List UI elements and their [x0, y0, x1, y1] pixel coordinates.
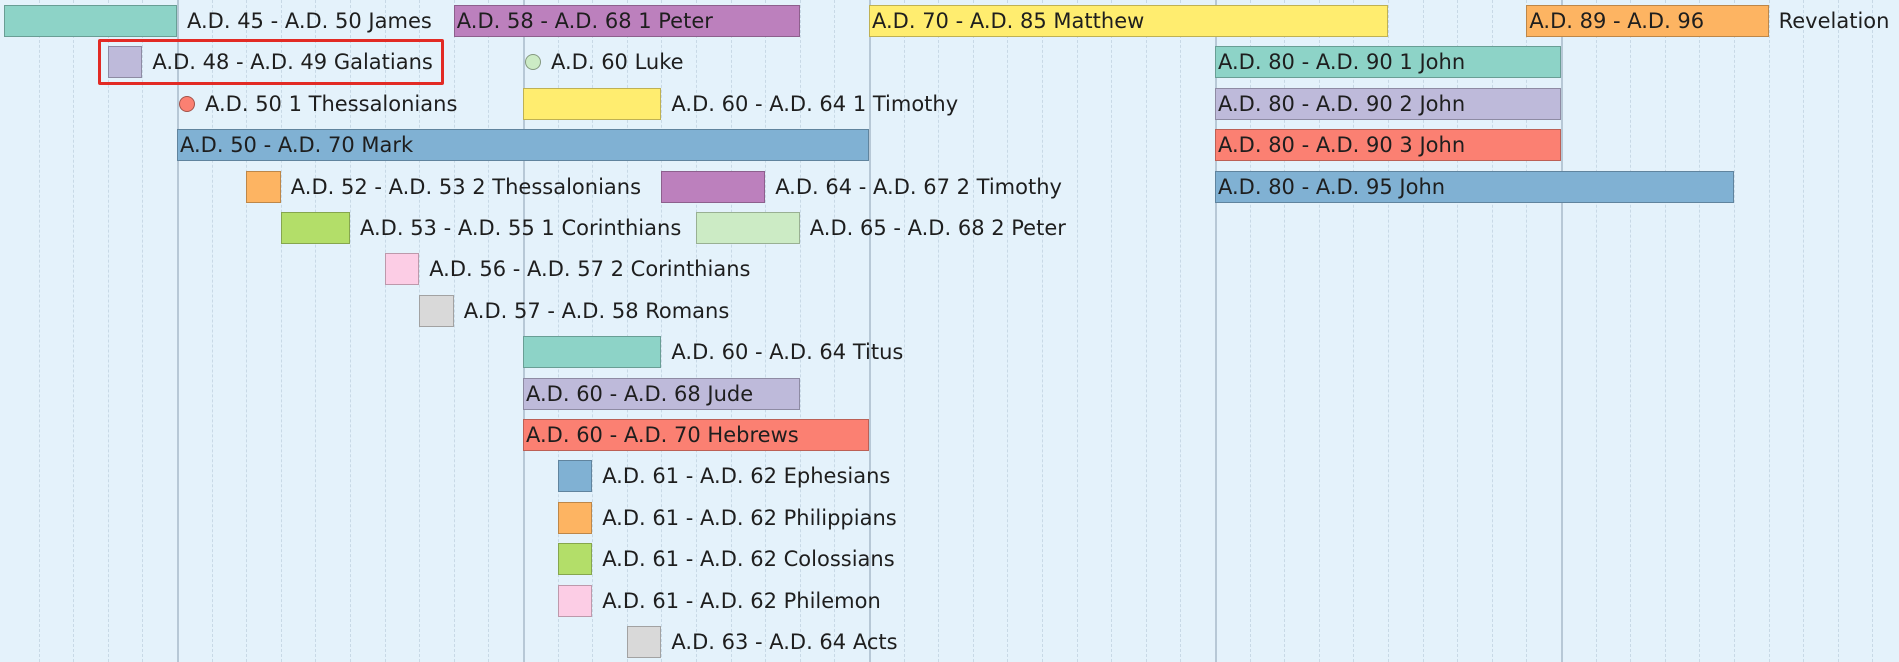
period-bar-colossians[interactable] — [558, 543, 593, 575]
period-bar-romans[interactable] — [419, 295, 454, 327]
period-label-1-timothy: A.D. 60 - A.D. 64 1 Timothy — [671, 91, 959, 116]
minor-gridline — [108, 0, 109, 662]
period-bar-2-timothy[interactable] — [661, 171, 765, 203]
period-label-titus: A.D. 60 - A.D. 64 Titus — [671, 340, 904, 365]
minor-gridline — [1665, 0, 1666, 662]
period-bar-2-corinthians[interactable] — [385, 253, 420, 285]
period-name-revelation: Revelation — [1778, 9, 1890, 33]
period-bar-2-thessalonians[interactable] — [246, 171, 281, 203]
minor-gridline — [1872, 0, 1873, 662]
period-label-john: A.D. 80 - A.D. 95 John — [1218, 174, 1446, 199]
period-label-2-thessalonians: A.D. 52 - A.D. 53 2 Thessalonians — [290, 174, 642, 199]
period-bar-1-timothy[interactable] — [523, 88, 661, 120]
minor-gridline — [1769, 0, 1770, 662]
minor-gridline — [39, 0, 40, 662]
major-gridline — [1561, 0, 1563, 662]
major-gridline — [177, 0, 179, 662]
period-bar-philemon[interactable] — [558, 585, 593, 617]
period-bar-galatians[interactable] — [108, 46, 143, 78]
minor-gridline — [973, 0, 974, 662]
minor-gridline — [1734, 0, 1735, 662]
period-label-galatians: A.D. 48 - A.D. 49 Galatians — [152, 50, 433, 75]
period-label-revelation: A.D. 89 - A.D. 96 — [1529, 9, 1705, 33]
period-label-2-timothy: A.D. 64 - A.D. 67 2 Timothy — [775, 174, 1062, 199]
period-label-ephesians: A.D. 61 - A.D. 62 Ephesians — [602, 464, 891, 489]
minor-gridline — [1111, 0, 1112, 662]
period-label-luke: A.D. 60 Luke — [551, 50, 684, 75]
period-label-2-john: A.D. 80 - A.D. 90 2 John — [1218, 91, 1466, 116]
period-label-philemon: A.D. 61 - A.D. 62 Philemon — [602, 588, 881, 613]
period-label-1-corinthians: A.D. 53 - A.D. 55 1 Corinthians — [360, 216, 682, 240]
period-label-colossians: A.D. 61 - A.D. 62 Colossians — [602, 547, 895, 572]
event-dot-1-thessalonians[interactable] — [179, 96, 195, 112]
period-label-matthew: A.D. 70 - A.D. 85 Matthew — [872, 9, 1145, 33]
period-bar-philippians[interactable] — [558, 502, 593, 534]
period-label-philippians: A.D. 61 - A.D. 62 Philippians — [602, 505, 897, 530]
period-bar-1-corinthians[interactable] — [281, 212, 350, 244]
minor-gridline — [1180, 0, 1181, 662]
period-bar-acts[interactable] — [627, 626, 662, 658]
minor-gridline — [1630, 0, 1631, 662]
period-label-jude: A.D. 60 - A.D. 68 Jude — [526, 381, 754, 406]
period-label-james: A.D. 45 - A.D. 50 James — [187, 9, 432, 33]
period-bar-ephesians[interactable] — [558, 460, 593, 492]
minor-gridline — [1596, 0, 1597, 662]
period-label-acts: A.D. 63 - A.D. 64 Acts — [671, 630, 898, 654]
minor-gridline — [1146, 0, 1147, 662]
period-label-mark: A.D. 50 - A.D. 70 Mark — [180, 133, 414, 158]
minor-gridline — [142, 0, 143, 662]
minor-gridline — [1838, 0, 1839, 662]
minor-gridline — [73, 0, 74, 662]
period-label-1-thessalonians: A.D. 50 1 Thessalonians — [205, 91, 458, 116]
period-label-romans: A.D. 57 - A.D. 58 Romans — [463, 298, 730, 323]
period-label-1-john: A.D. 80 - A.D. 90 1 John — [1218, 50, 1466, 75]
period-label-1-peter: A.D. 58 - A.D. 68 1 Peter — [456, 9, 713, 33]
period-bar-2-peter[interactable] — [696, 212, 800, 244]
minor-gridline — [1007, 0, 1008, 662]
period-bar-titus[interactable] — [523, 336, 661, 368]
minor-gridline — [1803, 0, 1804, 662]
period-label-2-peter: A.D. 65 - A.D. 68 2 Peter — [809, 216, 1066, 240]
period-bar-james[interactable] — [4, 5, 177, 37]
period-label-3-john: A.D. 80 - A.D. 90 3 John — [1218, 133, 1466, 158]
event-dot-luke[interactable] — [525, 54, 541, 70]
minor-gridline — [1042, 0, 1043, 662]
period-label-2-corinthians: A.D. 56 - A.D. 57 2 Corinthians — [429, 257, 751, 282]
minor-gridline — [1699, 0, 1700, 662]
minor-gridline — [488, 0, 489, 662]
period-label-hebrews: A.D. 60 - A.D. 70 Hebrews — [526, 423, 799, 447]
minor-gridline — [1077, 0, 1078, 662]
